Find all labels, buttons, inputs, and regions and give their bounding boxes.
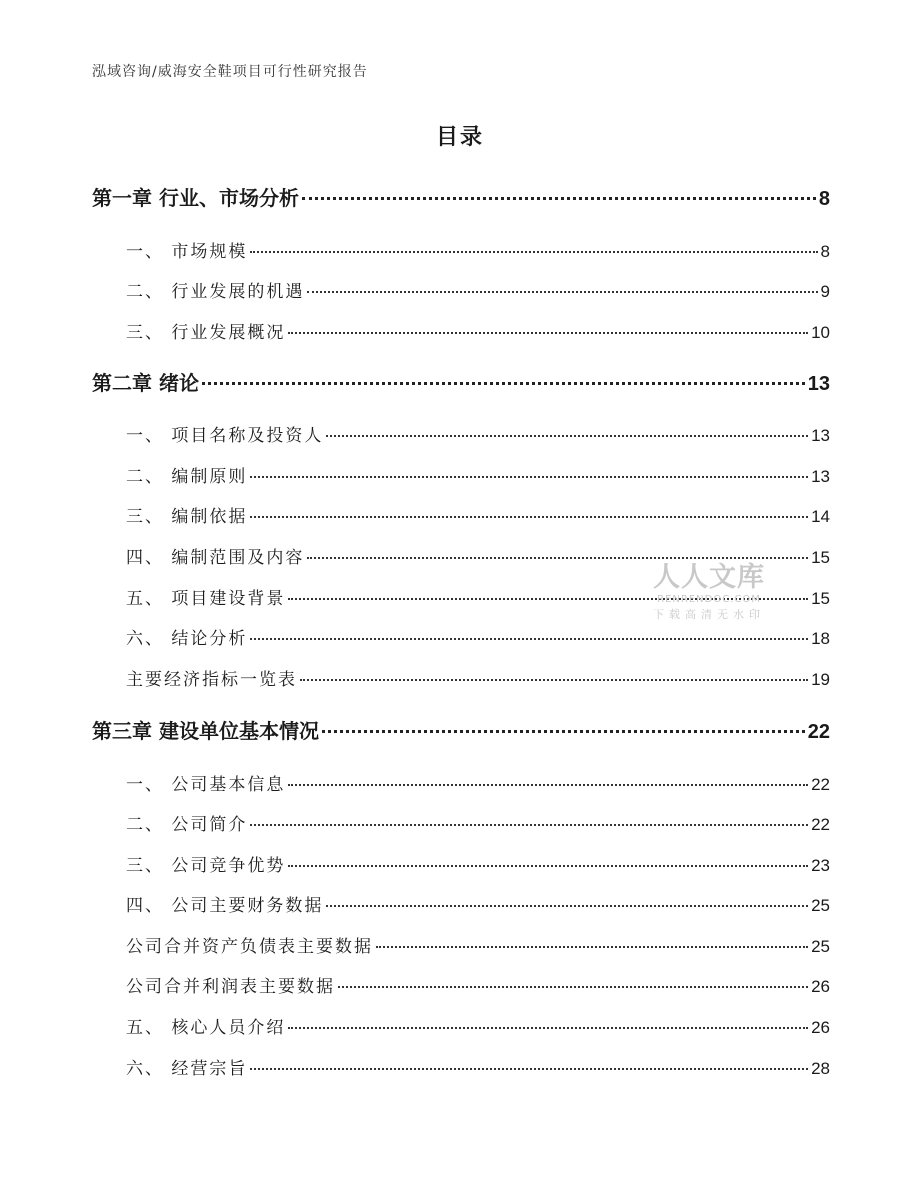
toc-page-number: 19 [811,670,830,689]
dot-leader [250,1068,808,1070]
toc-entry[interactable] [126,1013,830,1038]
toc-page-number: 18 [811,629,830,648]
toc-page-number: 28 [811,1059,830,1078]
toc-entry[interactable] [126,421,830,446]
dot-leader [288,1027,808,1029]
dot-leader [376,946,808,948]
toc-entry-label: 第一章 行业、市场分析 [92,186,299,210]
dot-leader [300,679,808,681]
toc-entry-label: 一、 项目名称及投资人 [126,426,324,446]
toc-page-number: 15 [811,589,830,608]
toc-entry[interactable] [126,277,830,302]
toc-entry[interactable] [126,665,830,690]
dot-leader [302,197,816,200]
toc-entry-label: 一、 公司基本信息 [126,775,286,795]
toc-entry[interactable] [126,1054,830,1079]
dot-leader [307,557,808,559]
toc-entry-label: 六、 经营宗旨 [126,1059,248,1079]
dot-leader [326,435,808,437]
dot-leader [288,784,808,786]
toc-page-number: 22 [811,775,830,794]
toc-chapter-3[interactable] [92,715,830,744]
toc-entry-label: 二、 编制原则 [126,467,248,487]
dot-leader [250,251,817,253]
dot-leader [250,516,808,518]
watermark-url: RENRENDOC.COM [657,594,761,605]
toc-entry-label: 五、 核心人员介绍 [126,1018,286,1038]
toc-page-number: 8 [820,242,830,261]
dot-leader [250,476,808,478]
toc-entry[interactable] [126,462,830,487]
toc-entry[interactable] [126,624,830,649]
toc-entry-label: 公司合并资产负债表主要数据 [126,937,373,957]
toc-entry-label: 三、 公司竞争优势 [126,856,286,876]
watermark-logo [640,563,778,623]
toc-entry-label: 公司合并利润表主要数据 [126,977,335,997]
toc-page-number: 13 [811,467,830,486]
toc-entry[interactable] [126,770,830,795]
toc-page-number: 26 [811,977,830,996]
dot-leader [338,986,808,988]
toc-entry-label: 五、 项目建设背景 [126,589,286,609]
toc-entry-label: 第二章 绪论 [92,371,199,395]
toc-page-number: 23 [811,856,830,875]
toc-page-number: 10 [811,323,830,342]
toc-entry-label: 二、 公司简介 [126,815,248,835]
dot-leader [326,905,808,907]
toc-entry-label: 四、 公司主要财务数据 [126,896,324,916]
toc-entry[interactable] [126,318,830,343]
watermark-subtitle: 下载高清无水印 [653,608,765,621]
toc-entry[interactable] [126,932,830,957]
dot-leader [288,332,808,334]
toc-entry[interactable] [126,810,830,835]
watermark-title: 人人文库 [653,562,765,593]
dot-leader [322,730,805,733]
toc-entry-label: 六、 结论分析 [126,629,248,649]
page-title: 目录 [435,125,484,150]
toc-entry[interactable] [126,891,830,916]
dot-leader [202,382,805,385]
toc-page-number: 13 [807,373,830,395]
toc-entry-label: 第三章 建设单位基本情况 [92,719,319,743]
toc-page-number: 15 [811,548,830,567]
toc-entry-label: 三、 编制依据 [126,507,248,527]
toc-entry[interactable] [126,972,830,997]
toc-page-number: 8 [818,188,830,210]
toc-page-number: 22 [807,721,830,743]
toc-chapter-1[interactable] [92,182,830,211]
dot-leader [307,291,817,293]
toc-entry-label: 主要经济指标一览表 [126,670,297,690]
toc-entry-label: 一、 市场规模 [126,242,248,262]
toc-entry[interactable] [126,237,830,262]
toc-page-number: 9 [820,282,830,301]
toc-page-number: 26 [811,1018,830,1037]
toc-entry-label: 三、 行业发展概况 [126,323,286,343]
toc-page-number: 25 [811,896,830,915]
toc-entry[interactable] [126,851,830,876]
toc-page-number: 22 [811,815,830,834]
toc-page-number: 14 [811,507,830,526]
toc-page-number: 25 [811,937,830,956]
toc-entry[interactable] [126,502,830,527]
toc-entry-label: 四、 编制范围及内容 [126,548,305,568]
toc-page-number: 13 [811,426,830,445]
toc-chapter-2[interactable] [92,367,830,396]
dot-leader [250,638,808,640]
running-header: 泓域咨询/威海安全鞋项目可行性研究报告 [92,64,368,80]
dot-leader [288,865,808,867]
toc-entry-label: 二、 行业发展的机遇 [126,282,305,302]
dot-leader [250,824,808,826]
